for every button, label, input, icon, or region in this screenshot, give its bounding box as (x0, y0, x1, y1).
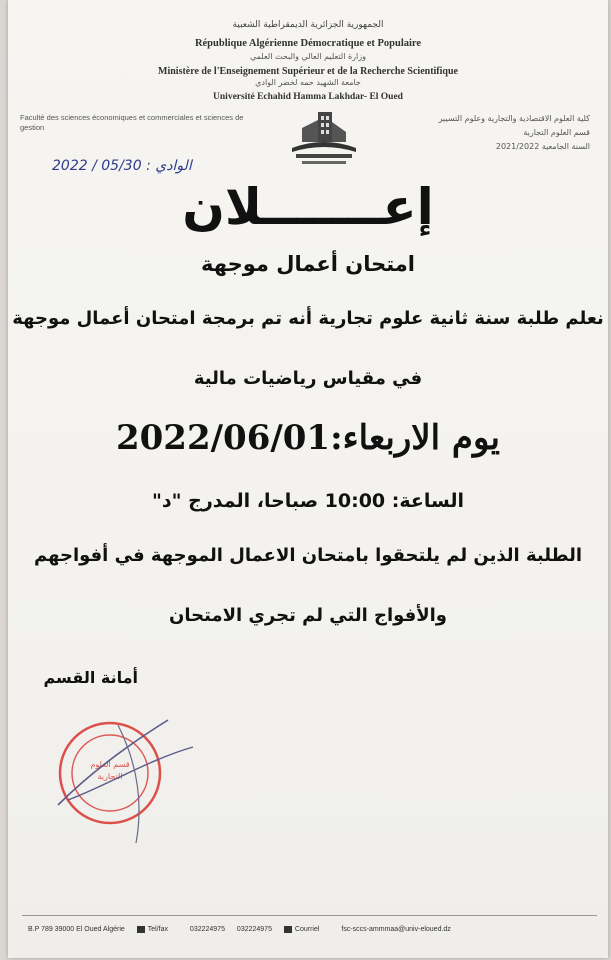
exam-date: 2022/06/01 (115, 418, 331, 458)
footer-address: B.P 789 39000 El Oued Algérie (28, 926, 125, 934)
university-logo (288, 108, 360, 176)
footer-email: fsc-sccs-ammmaa@univ-eloued.dz (341, 926, 451, 934)
announcement-line-4: والأفواج التي لم تجري الامتحان (169, 605, 447, 626)
faculty-info-block (430, 112, 590, 154)
announcement-line-2: في مقياس رياضيات مالية (193, 368, 423, 389)
ministry-french: Ministère de l'Enseignement Supérieur et de la Recherche Scientifique (158, 66, 458, 77)
academic-year: السنة الجامعية 2021/2022 (495, 142, 590, 151)
exam-day-line (8, 418, 608, 458)
document-page (8, 0, 608, 958)
announcement-line-1: نعلم طلبة سنة ثانية علوم تجارية أنه تم برمجة امتحان أعمال موجهة (12, 308, 604, 329)
announcement-line-3: الطلبة الذين لم يلتحقوا بامتحان الاعمال الموجهة في أفواجهم (33, 545, 583, 566)
footer-telfax-label: Tel/fax (147, 926, 168, 934)
fax-icon (137, 926, 145, 933)
faculty-french: Faculté des sciences économiques et commerciales et sciences de gestion (20, 113, 244, 132)
republic-french: République Algérienne Démocratique et Populaire (194, 38, 422, 49)
footer-phone-1: 032224975 (189, 926, 225, 934)
exam-time-line: الساعة: 10:00 صباحا، المدرج "د" (151, 490, 464, 512)
secretariat-signature-label: أمانة القسم (43, 668, 138, 687)
department-arabic: قسم العلوم التجارية (523, 128, 590, 137)
footer-email-label: Courriel (294, 926, 320, 934)
footer-contact (28, 926, 598, 933)
svg-text:قسم العلوم: قسم العلوم (90, 760, 130, 769)
announcement-title: إعـــــــلان (182, 178, 434, 236)
email-icon (284, 926, 292, 933)
footer-phone-2: 032224975 (236, 926, 272, 934)
svg-text:التجارية: التجارية (97, 772, 123, 781)
university-arabic: جامعة الشهيد حمه لخضر الوادي (255, 78, 361, 87)
faculty-arabic: كلية العلوم الاقتصادية والتجارية وعلوم التسيير (438, 114, 590, 123)
announcement-subtitle: امتحان أعمال موجهة (201, 252, 415, 276)
handwritten-date: الوادي : 05/30 / 2022 (52, 158, 192, 174)
university-french: Université Echahid Hamma Lakhdar- El Oued (213, 92, 403, 102)
republic-arabic: الجمهورية الجزائرية الديمقراطية الشعبية (232, 20, 384, 30)
department-stamp (48, 705, 198, 849)
exam-day-label: يوم الاربعاء: (330, 418, 501, 458)
footer-divider (22, 915, 597, 916)
ministry-arabic: وزارة التعليم العالي والبحث العلمي (250, 52, 366, 61)
